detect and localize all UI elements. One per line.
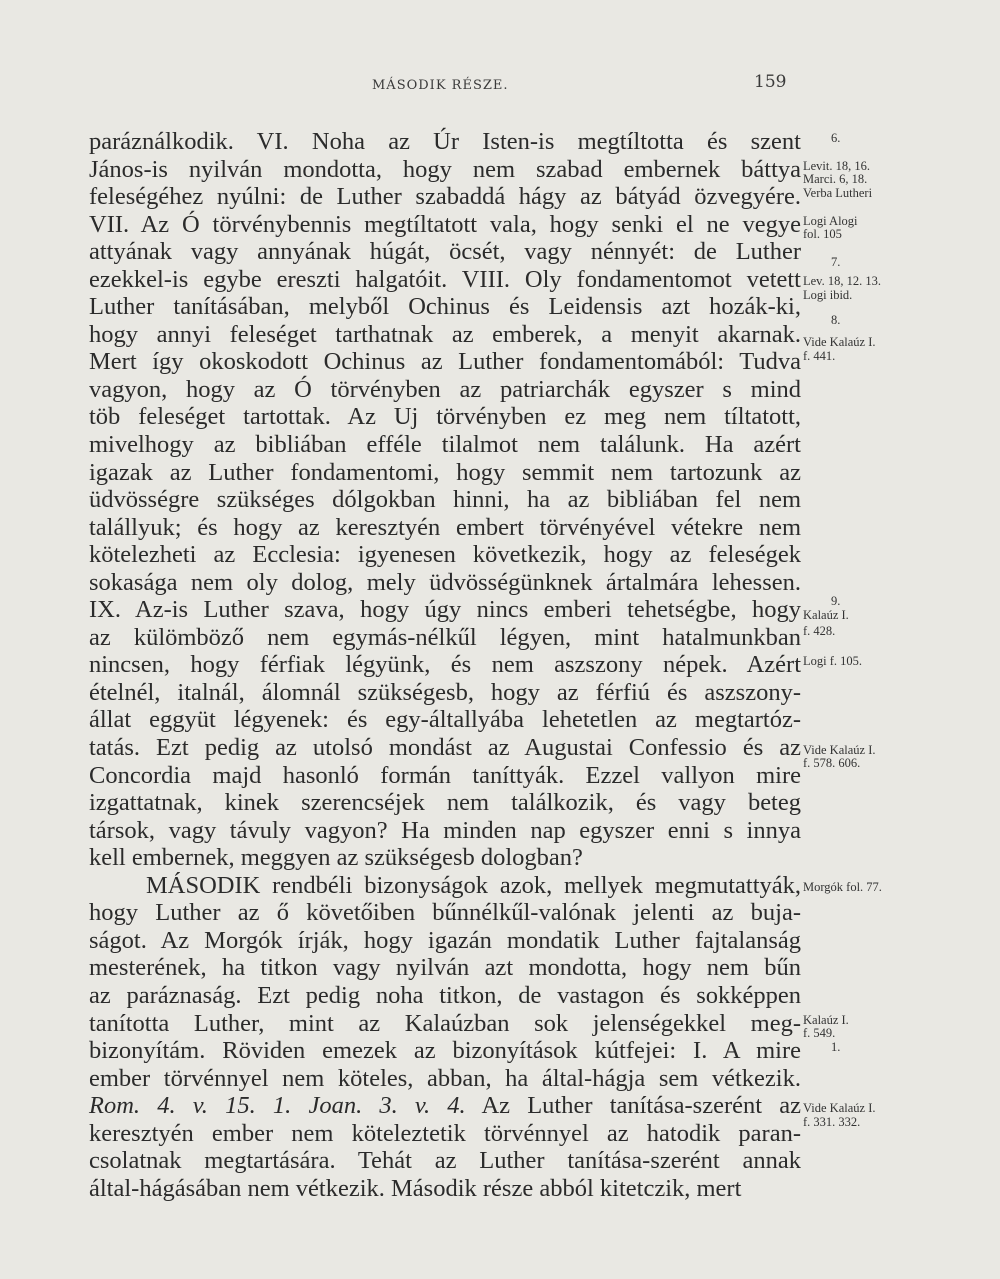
margin-note: 9.	[831, 593, 841, 608]
text-line: állat eggyüt légyenek: és egy-általlyába lehetetlen az megtartóz-	[89, 706, 801, 734]
scripture-reference: Rom. 4. v. 15. 1. Joan. 3. v. 4.	[89, 1092, 466, 1120]
text-line: feleségéhez nyúlni: de Luther szabaddá hágy az bátyád özvegyére.	[89, 183, 801, 211]
margin-note: 1.	[831, 1040, 841, 1055]
margin-note: f. 549.	[803, 1026, 836, 1041]
text-line: ezekkel-is egybe ereszti halgatóit. VIII. Oly fondamentomot vetett	[89, 265, 801, 293]
text-line: ember törvénnyel nem köteles, abban, ha által-hágja sem vétkezik.	[89, 1064, 801, 1092]
margin-note: 8.	[831, 312, 841, 327]
text-line: vagyon, hogy az Ó törvényben az patriarchák egyszer s mind	[89, 375, 801, 403]
margin-note: Logi ibid.	[803, 288, 853, 303]
margin-note: Kalaúz I.	[803, 607, 849, 622]
text-line: csolatnak megtartására. Tehát az Luther tanítása-szerént annak	[89, 1147, 801, 1175]
text-line: társok, vagy távuly vagyon? Ha minden nap egyszer enni s innya	[89, 816, 801, 844]
text-line: által-hágásában nem vétkezik. Második része abból kitetczik, mert	[89, 1174, 742, 1202]
text-line: mesterének, ha titkon vagy nyilván azt mondotta, hogy nem bűn	[89, 954, 801, 982]
text-line: Rom. 4. v. 15. 1. Joan. 3. v. 4. Az Luther tanítása-szerént az	[89, 1092, 801, 1120]
text-line: mivelhogy az bibliában efféle tilalmot nem találunk. Ha azért	[89, 431, 801, 459]
margin-note: Kalaúz I.	[803, 1012, 849, 1027]
text-line: MÁSODIK rendbéli bizonyságok azok, mellyek megmutattyák,	[146, 871, 801, 899]
text-line: keresztyén ember nem köteleztetik törvénnyel az hatodik paran-	[89, 1119, 801, 1147]
margin-note: Vide Kalaúz I.	[803, 1100, 876, 1115]
margin-note: Verba Lutheri	[803, 186, 873, 201]
text-line: bizonyítám. Röviden emezek az bizonyítások kútfejei: I. A mire	[89, 1037, 801, 1065]
text-line: tanította Luther, mint az Kalaúzban sok jelenségekkel meg-	[89, 1009, 801, 1037]
text-line: attyának vagy annyának húgát, öcsét, vagy nénnyét: de Luther	[89, 238, 801, 266]
margin-note: Marci. 6, 18.	[803, 172, 868, 187]
text-line: Mert így okoskodott Ochinus az Luther fondamentomából: Tudva	[89, 348, 801, 376]
text-line: sokasága nem oly dolog, mely üdvösségünknek ártalmára lehessen.	[89, 568, 801, 596]
margin-note: f. 428.	[803, 624, 836, 639]
text-line: töb feleséget tartottak. Az Uj törvényben ez meg nem tíltatott,	[89, 403, 801, 431]
text-line: VII. Az Ó törvénybennis megtíltatott vala, hogy senki el ne vegye	[89, 210, 801, 238]
margin-note: fol. 105	[803, 227, 842, 242]
text-line: Luther tanításában, melyből Ochinus és Leidensis azt hozák-ki,	[89, 293, 801, 321]
text-line: talállyuk; és hogy az keresztyén embert törvényével vétekre nem	[89, 513, 801, 541]
margin-note: Morgók fol. 77.	[803, 880, 882, 895]
margin-note: Logi Alogi	[803, 213, 858, 228]
margin-note: Vide Kalaúz I.	[803, 334, 876, 349]
body-text	[89, 128, 801, 1202]
page-number: 159	[754, 72, 787, 92]
margin-note: 7.	[831, 254, 841, 269]
margin-note: Logi f. 105.	[803, 654, 863, 669]
text-line: paráználkodik. VI. Noha az Úr Isten-is megtíltotta és szent	[89, 128, 801, 155]
margin-note: f. 331. 332.	[803, 1114, 861, 1129]
text-line: üdvösségre szükséges dólgokban hinni, ha az bibliában fel nem	[89, 486, 801, 514]
margin-note: f. 578. 606.	[803, 756, 861, 771]
text-line: tatás. Ezt pedig az utolsó mondást az Augustai Confessio és az	[89, 734, 801, 762]
text-line: Concordia majd hasonló formán taníttyák. Ezzel vallyon mire	[89, 761, 801, 789]
running-header: MÁSODIK RÉSZE.	[372, 78, 509, 93]
margin-note: f. 441.	[803, 348, 836, 363]
text-line: kötelezheti az Ecclesia: igyenesen következik, hogy az feleségek	[89, 541, 801, 569]
text-line: ságot. Az Morgók írják, hogy igazán mondatik Luther fajtalanság	[89, 926, 801, 954]
margin-note: 6.	[831, 131, 841, 145]
text-line: igazak az Luther fondamentomi, hogy semmit nem tartozunk az	[89, 458, 801, 486]
text-line: nincsen, hogy férfiak légyünk, és nem aszszony népek. Azért	[89, 651, 801, 679]
text-line: az külömböző nem egymás-nélkűl légyen, mint hatalmunkban	[89, 623, 801, 651]
text-line: János-is nyilván mondotta, hogy nem szabad embernek báttya	[89, 155, 801, 183]
margin-note: Lev. 18, 12. 13.	[803, 274, 881, 289]
text-line: ételnél, italnál, álomnál szükségesb, hogy az férfiú és aszszony-	[89, 678, 801, 706]
margin-note: Levit. 18, 16.	[803, 158, 871, 173]
text-line: hogy Luther az ő követőiben bűnnélkűl-valónak jelenti az buja-	[89, 899, 801, 927]
text-line: kell embernek, meggyen az szükségesb dologban?	[89, 844, 583, 872]
text-line: hogy annyi feleséget tarthatnak az emberek, a menyit akarnak.	[89, 320, 801, 348]
margin-note: Vide Kalaúz I.	[803, 742, 876, 757]
text-line: izgattatnak, kinek szerencséjek nem találkozik, és vagy beteg	[89, 789, 801, 817]
text-line: IX. Az-is Luther szava, hogy úgy nincs emberi tehetségbe, hogy	[89, 596, 801, 624]
text-line: az paráznaság. Ezt pedig noha titkon, de vastagon és sokképpen	[89, 981, 801, 1009]
